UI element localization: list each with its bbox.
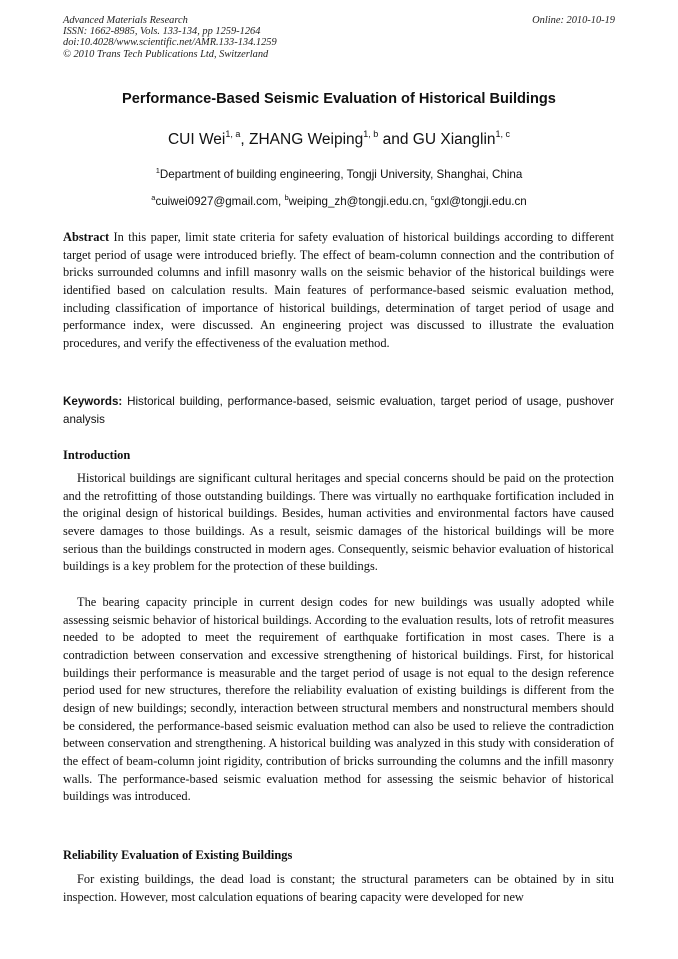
author-emails [0,193,678,208]
affiliation-text: Department of building engineering, Tongji University, Shanghai, China [159,168,523,181]
author-superscript: 1, c [495,129,511,139]
author-separator: and [378,131,413,148]
email-address[interactable]: weiping_zh@tongji.edu.cn, [288,195,431,208]
email-address[interactable]: gxl@tongji.edu.cn [434,195,527,208]
introduction-heading: Introduction [63,448,131,462]
copyright-line: © 2010 Trans Tech Publications Ltd, Switzerland [63,48,269,60]
abstract-label: Abstract [63,230,110,244]
abstract-text: In this paper, limit state criteria for safety evaluation of historical buildings according to different target period of usage were introduced briefly. The effect of beam-column connection and the contribution of bricks surrounded columns and infill masonry walls on the seismic behavior of the historical buildings were identified based on calculation results. Main features of performance-based seismic evaluation method, including classification of importance of historical buildings, determination of target period of usage and performance index, were discussed. An engineering project was discussed to illustrate the evaluation procedures, and verify the effectiveness of the evaluation method. [63,230,614,350]
reliability-heading: Reliability Evaluation of Existing Buildings [63,848,293,862]
abstract [63,229,614,353]
email-address[interactable]: cuiwei0927@gmail.com, [155,195,285,208]
author-superscript: 1, b [363,129,379,139]
journal-name: Advanced Materials Research [63,15,188,26]
doi-line: doi:10.4028/www.scientific.net/AMR.133-134.1259 [63,37,277,49]
author-separator: , [240,131,250,148]
introduction-paragraph-1: Historical buildings are significant cultural heritages and special concerns should be paid on the protection and the retrofitting of those outstanding buildings. There was virtually no earthquake fortification included in the original design of historical buildings. Besides, human activities and environmental factors have caused severe damages to those buildings. As a result, seismic damages of the historical buildings will be more serious than the buildings constructed in modern ages. Consequently, seismic behavior evaluation of historical buildings is a key problem for the protection of these buildings. [63,471,614,574]
keywords-label: Keywords: [63,395,123,408]
email-superscript: a [151,193,156,202]
online-date: Online: 2010-10-19 [532,15,615,26]
author-superscript: 1, a [225,129,241,139]
journal-header [63,15,277,60]
issn-line: ISSN: 1662-8985, Vols. 133-134, pp 1259-1264 [63,26,261,38]
author-line [0,129,678,149]
affiliation [0,166,678,181]
reliability-paragraph-1: For existing buildings, the dead load is constant; the structural parameters can be obtained by in situ inspection. However, most calculation equations of bearing capacity were developed for new [63,872,614,904]
email-superscript: b [284,193,289,202]
author-name: CUI Wei [167,131,226,148]
introduction-paragraph-2: The bearing capacity principle in current design codes for new buildings was usually adopted while assessing seismic behavior of historical buildings. According to the evaluation results, lots of retrofit measures needed to be adopted to meet the requirement of earthquake fortification in most cases. There is a contradiction between conservation and excessive strengthening of historical buildings. First, for historical buildings their performance is measurable and the target period of usage is not equal to the design reference period used for new structures, therefore the reliability evaluation of existing buildings is different from the design of new buildings; secondly, interaction between structural members and nonstructural members should be considered, the performance-based seismic evaluation method can also be used to relieve the contradiction between conservation and strengthening. A historical building was analyzed in this study with consideration of the effect of beam-column joint rigidity, contribution of bricks surrounding the columns and the infill masonry walls. The performance-based seismic evaluation method for assessing the seismic behavior of historical buildings was introduced. [63,595,614,804]
keywords-text: Historical building, performance-based, seismic evaluation, target period of usage, pushover analysis [63,395,614,426]
affiliation-superscript: 1 [155,166,160,175]
author-name: GU Xianglin [412,131,496,148]
email-superscript: c [430,193,435,202]
keywords [63,393,614,429]
author-name: ZHANG Weiping [249,131,364,148]
paper-title: Performance-Based Seismic Evaluation of Historical Buildings [122,91,556,107]
